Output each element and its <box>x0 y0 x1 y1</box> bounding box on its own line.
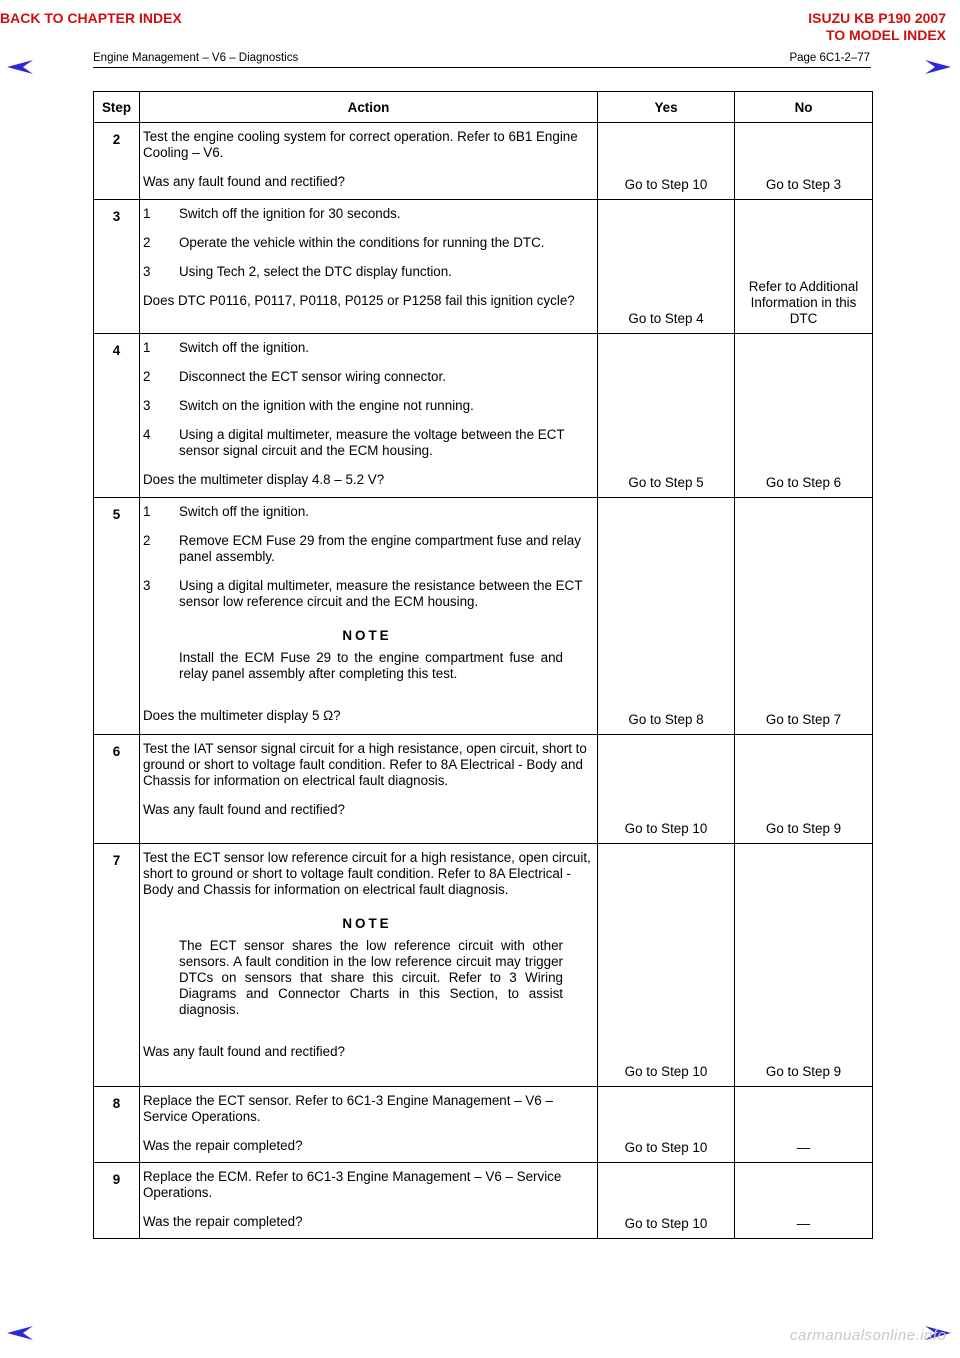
action-item: 4 Using a digital multimeter, measure the voltage between the ECT sensor signal circuit and the ECM housing. <box>143 427 565 458</box>
note-heading: NOTE <box>342 916 392 931</box>
step-number: 2 <box>94 123 140 200</box>
section-title: Engine Management – V6 – Diagnostics <box>93 52 299 64</box>
left-arrow-icon[interactable] <box>6 1325 34 1341</box>
step-number: 8 <box>94 1087 140 1163</box>
action-cell <box>140 1087 598 1163</box>
back-to-chapter-index-link[interactable]: BACK TO CHAPTER INDEX <box>0 10 182 26</box>
to-model-index-link[interactable]: TO MODEL INDEX <box>825 27 946 43</box>
no-result: — <box>735 1163 873 1239</box>
action-question: Was the repair completed? <box>143 1138 303 1153</box>
action-text: Test the IAT sensor signal circuit for a high resistance, open circuit, short to ground or short to voltage fault condition. Refer to 8A Electrical - Body and Chassis for information on electrical fault diagnosis. <box>143 741 587 788</box>
action-item: 3 Switch on the ignition with the engine not running. <box>143 398 474 413</box>
note-text: The ECT sensor shares the low reference circuit with other sensors. A fault condition in the low reference circuit may trigger DTCs on sensors that share this circuit. Refer to 3 Wiring Diagrams and Connector Charts in this Section, to assist diagnosis. <box>179 938 563 1017</box>
column-header-step: Step <box>94 92 140 123</box>
table-row <box>94 334 873 498</box>
header-rule <box>93 67 871 68</box>
action-item: 1 Switch off the ignition. <box>143 340 310 355</box>
brand-title: ISUZU KB P190 2007 <box>808 10 946 26</box>
no-result: Refer to Additional Information in this DTC <box>735 200 873 334</box>
no-result: Go to Step 6 <box>735 334 873 498</box>
action-item: 2 Remove ECM Fuse 29 from the engine compartment fuse and relay panel assembly. <box>143 533 581 564</box>
yes-result: Go to Step 10 <box>598 735 735 844</box>
note-heading: NOTE <box>342 628 392 643</box>
table-header-row <box>94 92 873 123</box>
action-cell <box>140 844 598 1087</box>
action-cell <box>140 735 598 844</box>
page-number: Page 6C1-2–77 <box>789 52 870 64</box>
action-cell <box>140 498 598 735</box>
column-header-action: Action <box>140 92 598 123</box>
action-cell <box>140 1163 598 1239</box>
watermark: carmanualsonline.info <box>790 1327 947 1344</box>
table-row <box>94 1163 873 1239</box>
yes-result: Go to Step 8 <box>598 498 735 735</box>
no-result: — <box>735 1087 873 1163</box>
yes-result: Go to Step 10 <box>598 1163 735 1239</box>
no-result: Go to Step 9 <box>735 735 873 844</box>
action-question: Was any fault found and rectified? <box>143 1044 345 1059</box>
table-row <box>94 1087 873 1163</box>
table-row <box>94 200 873 334</box>
action-question: Does DTC P0116, P0117, P0118, P0125 or P1258 fail this ignition cycle? <box>143 293 575 308</box>
table-row <box>94 735 873 844</box>
action-item: 2 Disconnect the ECT sensor wiring connector. <box>143 369 446 384</box>
step-number: 9 <box>94 1163 140 1239</box>
table-row <box>94 123 873 200</box>
action-question: Was any fault found and rectified? <box>143 174 345 189</box>
action-item: 1 Switch off the ignition for 30 seconds. <box>143 206 401 221</box>
action-question: Does the multimeter display 5 Ω? <box>143 708 341 723</box>
yes-result: Go to Step 10 <box>598 844 735 1087</box>
step-number: 6 <box>94 735 140 844</box>
action-item: 3 Using a digital multimeter, measure the resistance between the ECT sensor low reference circuit and the ECM housing. <box>143 578 583 609</box>
diagnostic-table <box>93 91 873 1239</box>
no-result: Go to Step 3 <box>735 123 873 200</box>
step-number: 4 <box>94 334 140 498</box>
action-text: Test the ECT sensor low reference circuit for a high resistance, open circuit, short to ground or short to voltage fault condition. Refer to 8A Electrical - Body and Chassis for information on electrical fault diagnosis. <box>143 850 591 897</box>
step-number: 7 <box>94 844 140 1087</box>
action-question: Does the multimeter display 4.8 – 5.2 V? <box>143 472 385 487</box>
action-item: 1 Switch off the ignition. <box>143 504 310 519</box>
table-row <box>94 844 873 1087</box>
action-question: Was any fault found and rectified? <box>143 802 345 817</box>
action-cell <box>140 123 598 200</box>
yes-result: Go to Step 5 <box>598 334 735 498</box>
column-header-yes: Yes <box>598 92 735 123</box>
action-text: Replace the ECM. Refer to 6C1-3 Engine Management – V6 – Service Operations. <box>143 1169 562 1200</box>
action-text: Test the engine cooling system for correct operation. Refer to 6B1 Engine Cooling – V6. <box>143 129 578 160</box>
model-header <box>808 10 946 44</box>
action-text: Replace the ECT sensor. Refer to 6C1-3 Engine Management – V6 – Service Operations. <box>143 1093 553 1124</box>
column-header-no: No <box>735 92 873 123</box>
yes-result: Go to Step 10 <box>598 1087 735 1163</box>
action-cell <box>140 200 598 334</box>
right-arrow-icon[interactable] <box>924 59 952 75</box>
table-row <box>94 498 873 735</box>
action-question: Was the repair completed? <box>143 1214 303 1229</box>
yes-result: Go to Step 4 <box>598 200 735 334</box>
no-result: Go to Step 7 <box>735 498 873 735</box>
step-number: 5 <box>94 498 140 735</box>
left-arrow-icon[interactable] <box>6 59 34 75</box>
action-cell <box>140 334 598 498</box>
note-text: Install the ECM Fuse 29 to the engine compartment fuse and relay panel assembly after completing this test. <box>179 650 563 681</box>
action-item: 3 Using Tech 2, select the DTC display function. <box>143 264 452 279</box>
action-item: 2 Operate the vehicle within the conditions for running the DTC. <box>143 235 545 250</box>
yes-result: Go to Step 10 <box>598 123 735 200</box>
no-result: Go to Step 9 <box>735 844 873 1087</box>
step-number: 3 <box>94 200 140 334</box>
